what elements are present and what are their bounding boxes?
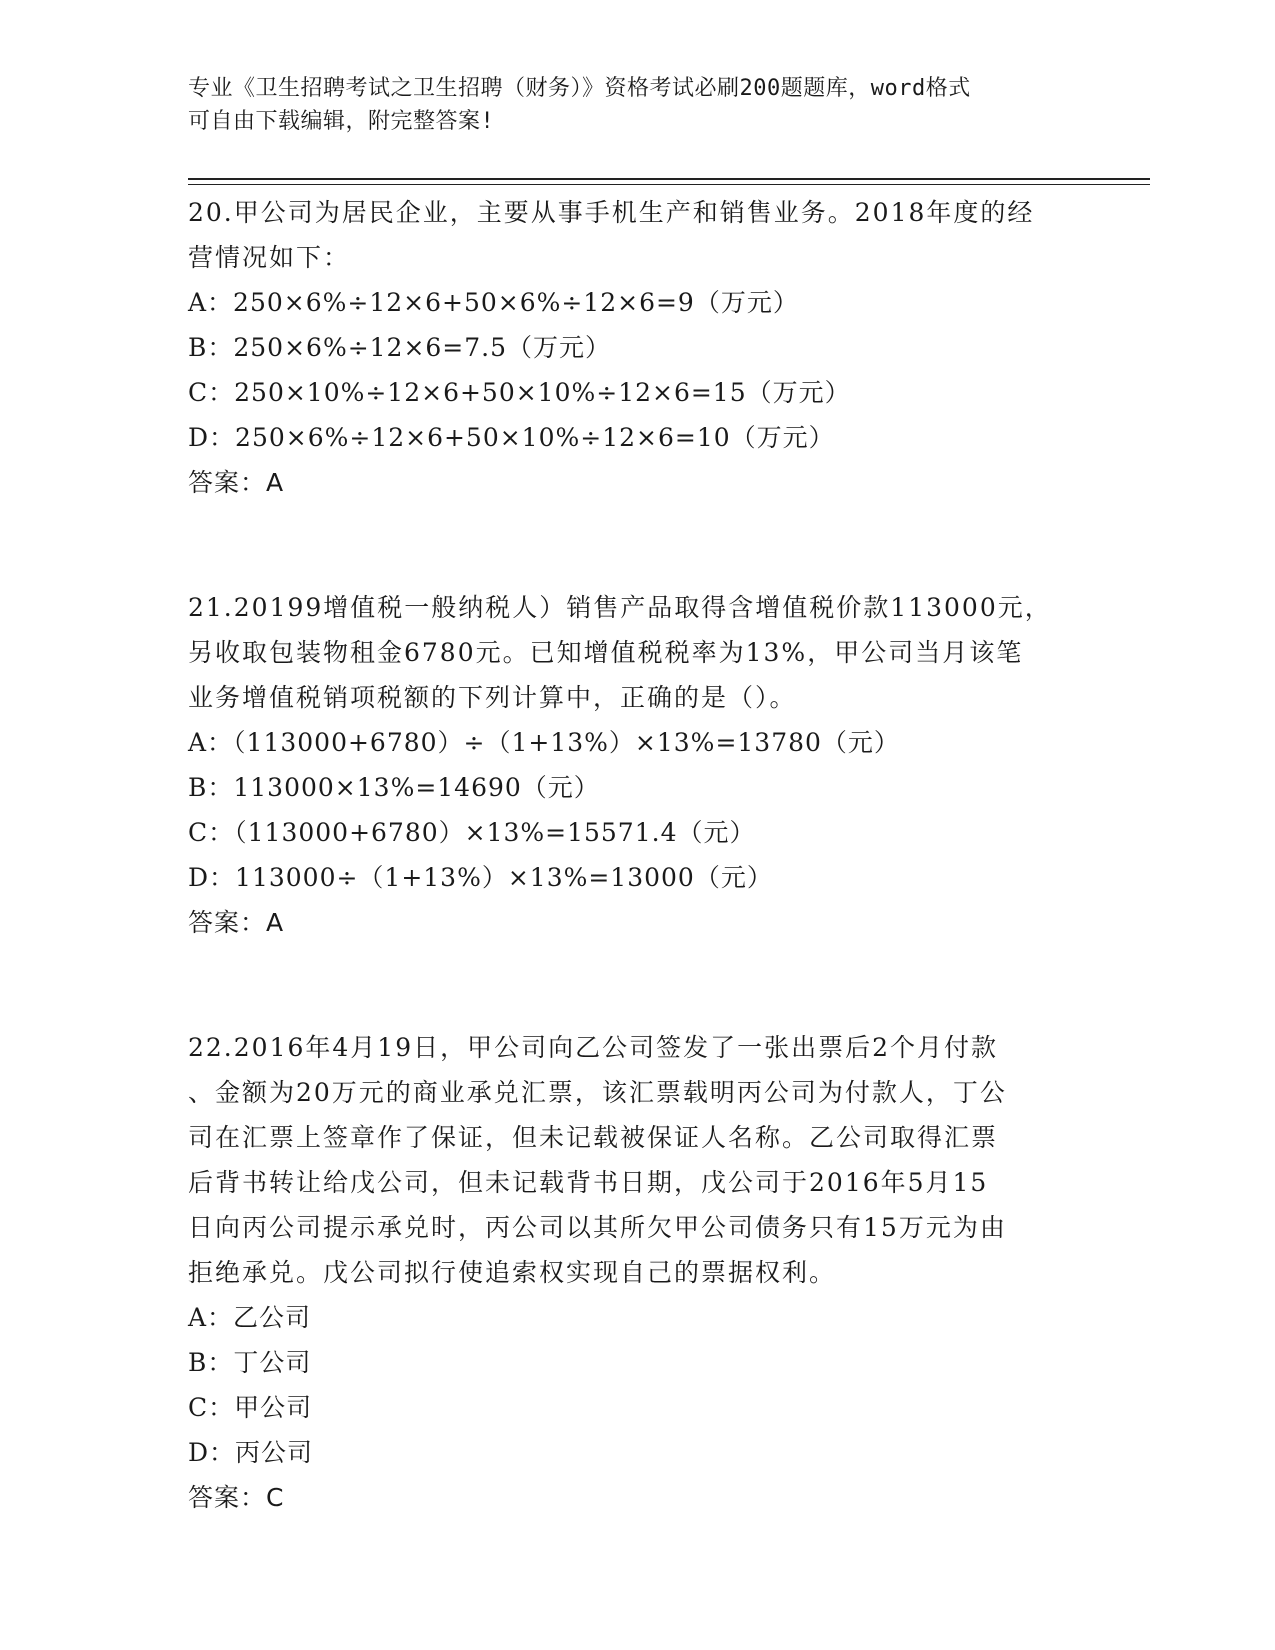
option-b: B：250×6%÷12×6=7.5（万元） [188, 333, 612, 362]
stem-line: 、金额为20万元的商业承兑汇票，该汇票载明丙公司为付款人，丁公 [188, 1078, 1007, 1107]
option-c: C：250×10%÷12×6+50×10%÷12×6=15（万元） [188, 378, 851, 407]
header-title-line-2: 可自由下载编辑，附完整答案! [188, 109, 495, 134]
question-20 [188, 190, 1088, 505]
option-b: B：丁公司 [188, 1348, 312, 1377]
question-stem [188, 190, 1088, 280]
option-b: B：113000×13%=14690（元） [188, 773, 600, 802]
option-d: D：丙公司 [188, 1438, 314, 1467]
questions-list [188, 190, 1088, 1520]
option-a: A：乙公司 [188, 1303, 312, 1332]
stem-line: 拒绝承兑。戊公司拟行使追索权实现自己的票据权利。 [188, 1258, 837, 1287]
stem-line: 21.20199增值税一般纳税人）销售产品取得含增值税价款113000元， [188, 593, 1052, 622]
stem-line: 20.甲公司为居民企业，主要从事手机生产和销售业务。2018年度的经 [188, 198, 1035, 227]
option-d: D：250×6%÷12×6+50×10%÷12×6=10（万元） [188, 423, 835, 452]
stem-line: 营情况如下： [188, 243, 351, 272]
option-a: A：（113000+6780）÷（1+13%）×13%=13780（元） [188, 728, 900, 757]
header-title-line-1: 专业《卫生招聘考试之卫生招聘（财务）》资格考试必刷200题题库，word格式 [188, 76, 971, 101]
stem-line: 司在汇票上签章作了保证，但未记载被保证人名称。乙公司取得汇票 [188, 1123, 999, 1152]
question-stem [188, 585, 1088, 720]
option-c: C：（113000+6780）×13%=15571.4（元） [188, 818, 756, 847]
question-stem [188, 1025, 1088, 1295]
stem-line: 22.2016年4月19日，甲公司向乙公司签发了一张出票后2个月付款 [188, 1033, 999, 1062]
question-spacer [188, 945, 1088, 1025]
option-a: A：250×6%÷12×6+50×6%÷12×6=9（万元） [188, 288, 799, 317]
question-21 [188, 585, 1088, 945]
question-spacer [188, 505, 1088, 585]
document-header [188, 72, 1088, 138]
option-d: D：113000÷（1+13%）×13%=13000（元） [188, 863, 773, 892]
stem-line: 日向丙公司提示承兑时，丙公司以其所欠甲公司债务只有15万元为由 [188, 1213, 1007, 1242]
stem-line: 另收取包装物租金6780元。已知增值税税率为13%，甲公司当月该笔 [188, 638, 1024, 667]
header-rule-thin [188, 184, 1150, 185]
answer-line: 答案：A [188, 468, 285, 497]
question-22 [188, 1025, 1088, 1520]
option-c: C：甲公司 [188, 1393, 313, 1422]
stem-line: 后背书转让给戊公司，但未记载背书日期，戊公司于2016年5月15 [188, 1168, 989, 1197]
header-rule-thick [188, 178, 1150, 180]
answer-line: 答案：C [188, 1483, 285, 1512]
answer-line: 答案：A [188, 908, 285, 937]
stem-line: 业务增值税销项税额的下列计算中，正确的是（）。 [188, 683, 797, 712]
